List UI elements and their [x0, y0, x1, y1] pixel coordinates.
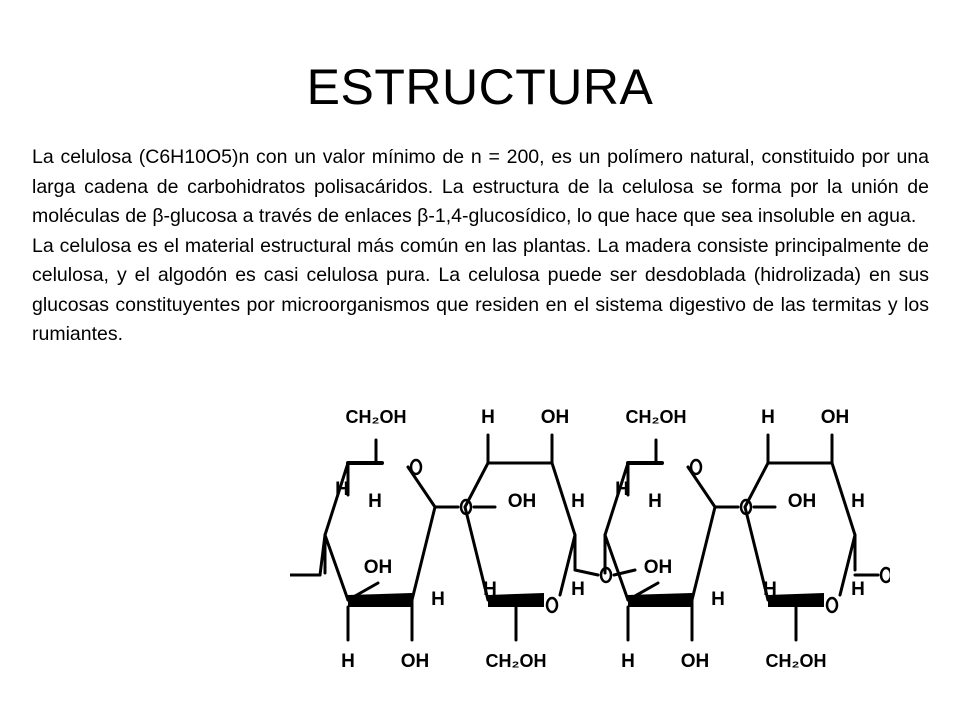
h-label: H — [851, 491, 865, 512]
bold-front-bond — [348, 593, 412, 607]
h-label: H — [761, 407, 775, 428]
bold-front-bond — [628, 593, 692, 607]
oh-label: OH — [400, 651, 430, 672]
ch2oh-label: CH₂OH — [625, 407, 687, 427]
oh-label: OH — [680, 651, 710, 672]
h-label: H — [763, 579, 777, 600]
oh-label: OH — [363, 557, 393, 578]
h-label: H — [711, 589, 725, 610]
h-label: H — [483, 579, 497, 600]
ring-oxygen — [547, 598, 557, 612]
oh-label: OH — [787, 491, 817, 512]
bond-line — [325, 535, 348, 600]
oh-label: OH — [820, 407, 850, 428]
cellulose-structure-diagram — [290, 395, 890, 715]
h-label: H — [621, 651, 635, 672]
ch2oh-label: CH₂OH — [765, 651, 827, 671]
h-label: H — [851, 579, 865, 600]
ch2oh-label: CH₂OH — [345, 407, 407, 427]
oh-label: OH — [643, 557, 673, 578]
h-label: H — [571, 579, 585, 600]
h-label: H — [648, 491, 662, 512]
h-label: H — [431, 589, 445, 610]
slide-title: ESTRUCTURA — [306, 59, 654, 115]
h-label: H — [481, 407, 495, 428]
bridge-oxygen — [881, 568, 890, 582]
bond-line — [575, 570, 598, 575]
h-label: H — [368, 491, 382, 512]
oh-label: OH — [507, 491, 537, 512]
oh-label: OH — [540, 407, 570, 428]
bond-line — [692, 507, 715, 600]
ring-oxygen — [411, 460, 421, 474]
paragraph-occurrence: La celulosa es el material estructural más común en las plantas. La madera consiste principalmente de celulosa, y el algodón es casi celulosa pura. La celulosa puede ser desdoblada (hidrolizada) en sus glucosas constituyentes por microorganismos que residen en el sistema digestivo de las termitas y los rumiantes. — [32, 234, 929, 345]
h-label: H — [335, 479, 349, 500]
h-label: H — [341, 651, 355, 672]
ch2oh-label: CH₂OH — [485, 651, 547, 671]
body-text — [32, 143, 929, 350]
h-label: H — [615, 479, 629, 500]
h-label: H — [571, 491, 585, 512]
paragraph-structure: La celulosa (C6H10O5)n con un valor mínimo de n = 200, es un polímero natural, constituido por una larga cadena de carbohidratos polisacáridos. La estructura de la celulosa se forma por la unión de moléculas de β-glucosa a través de enlaces β-1,4-glucosídico, lo que hace que sea insoluble en agua. — [32, 146, 929, 227]
bond-line — [412, 507, 435, 600]
ring-oxygen — [691, 460, 701, 474]
ring-oxygen — [827, 598, 837, 612]
